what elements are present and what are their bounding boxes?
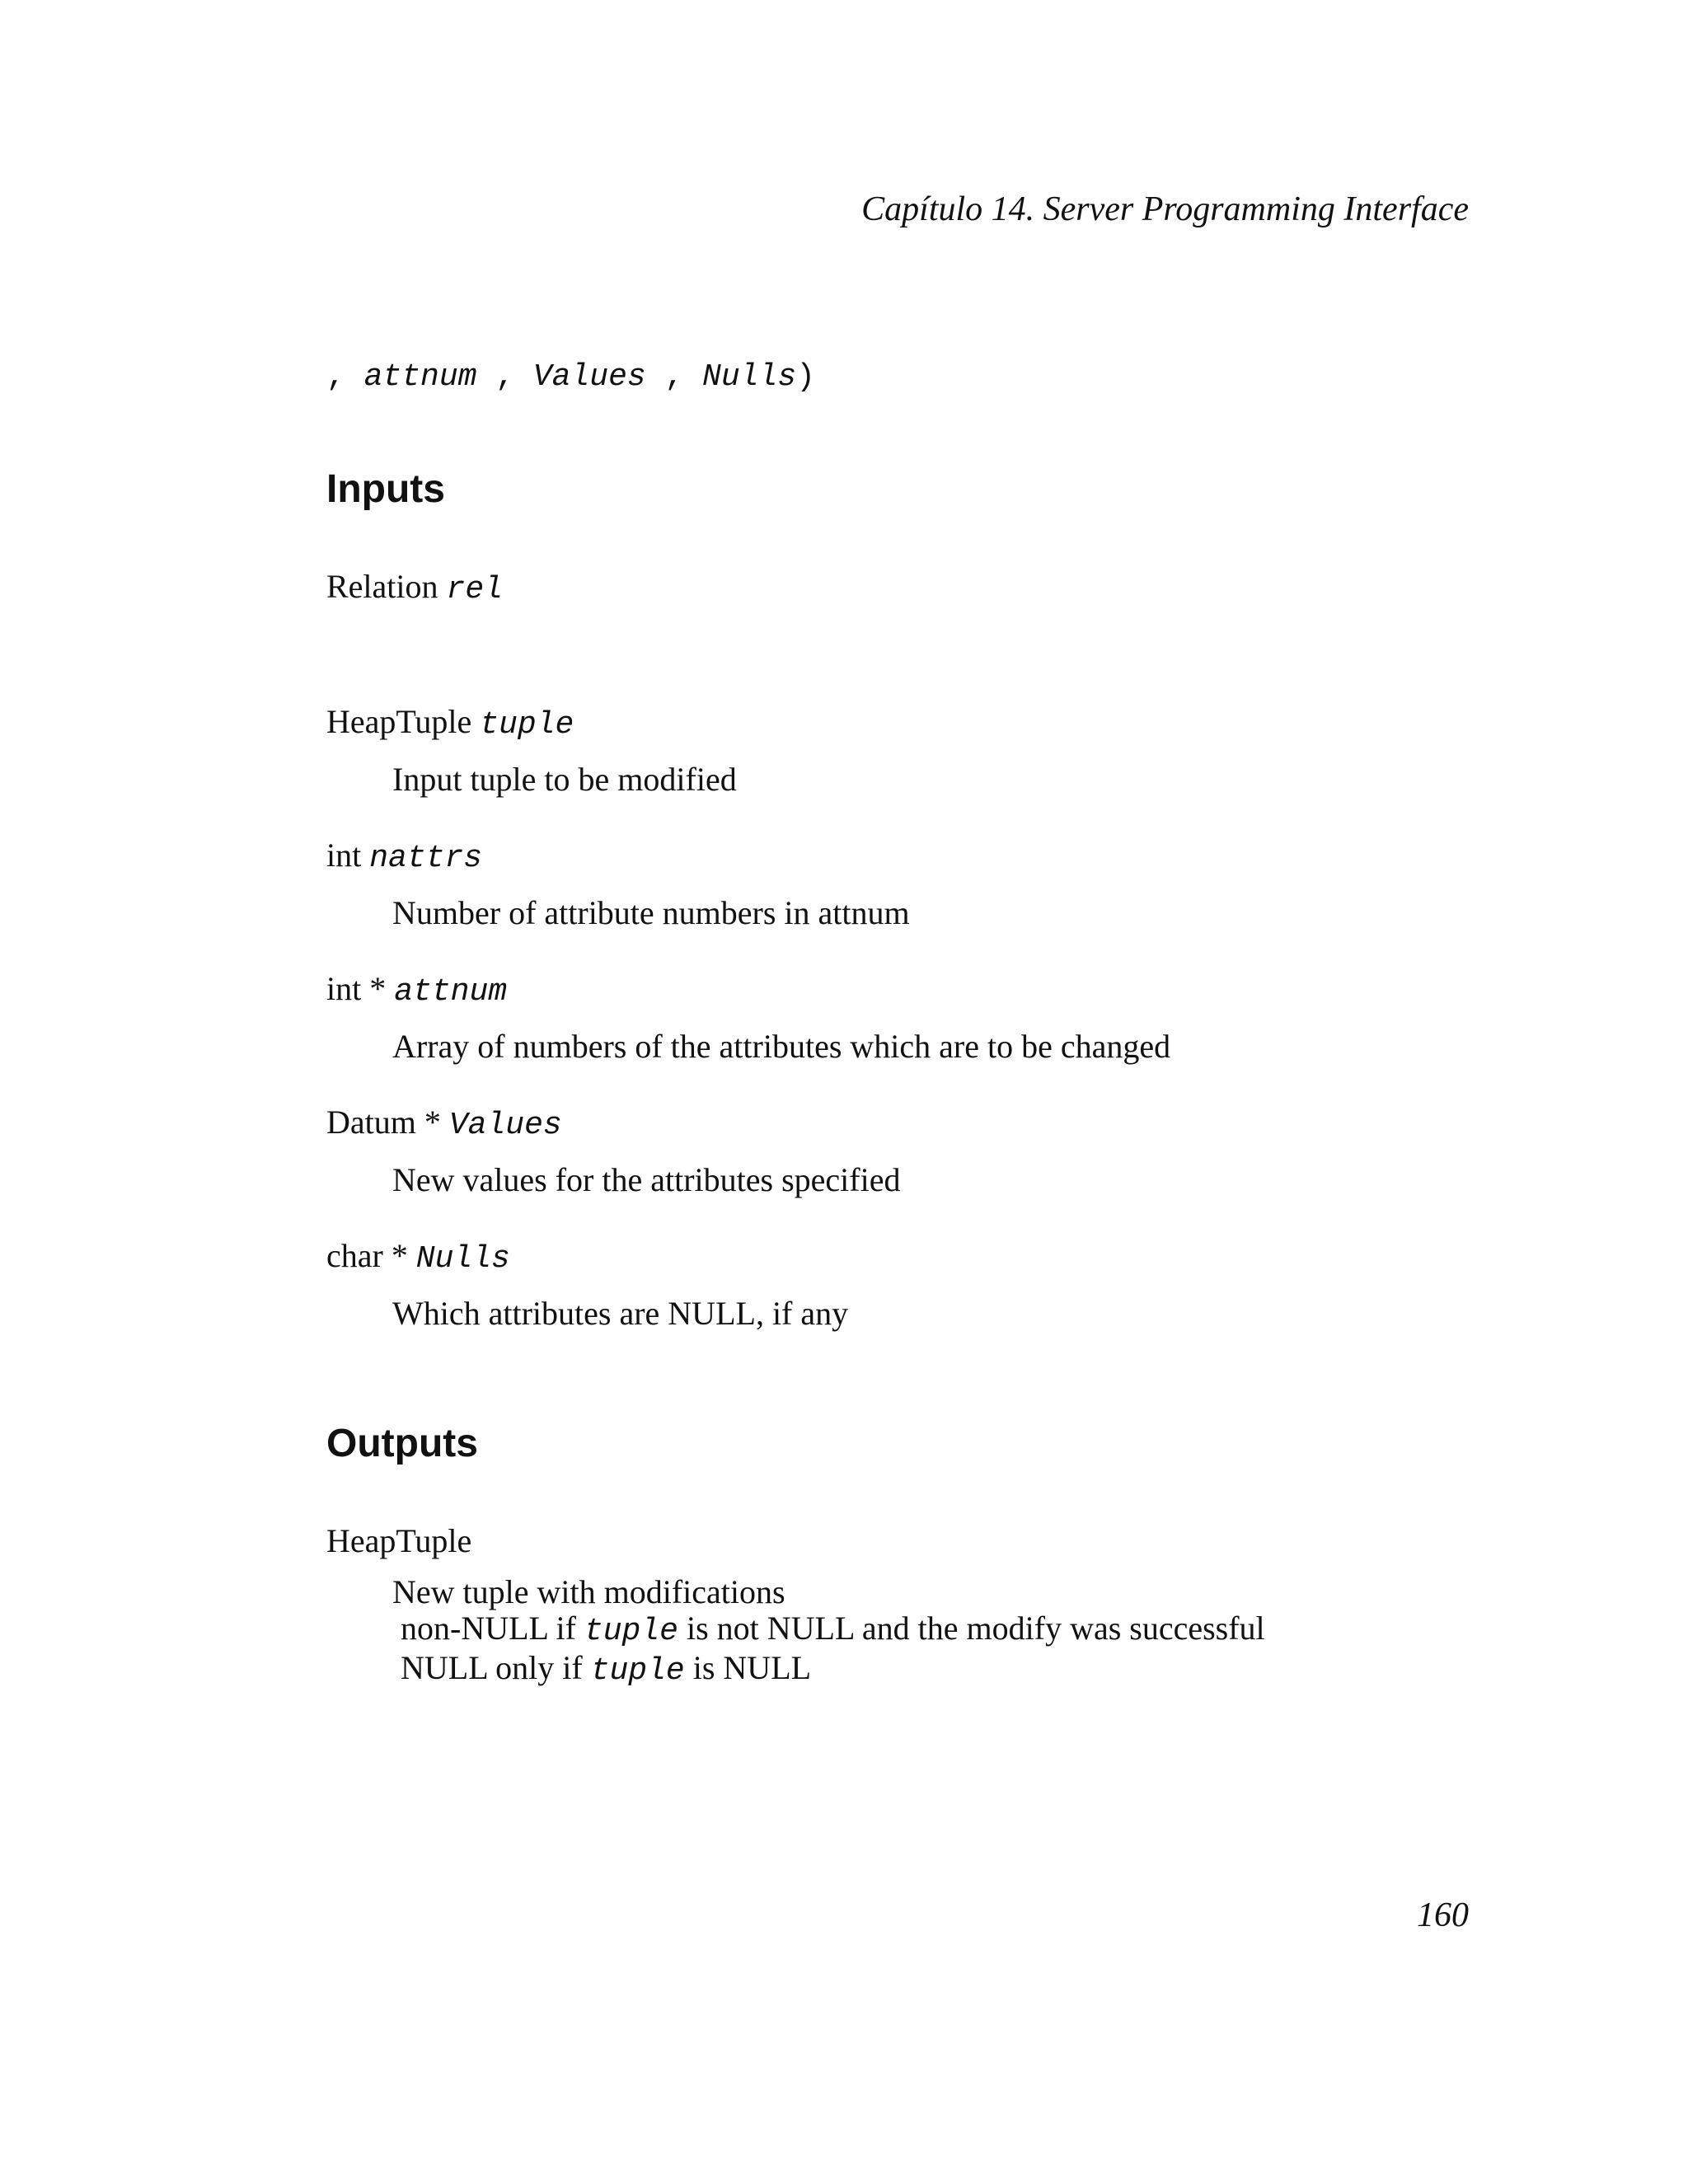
input-desc-attnum: Array of numbers of the attributes which are to be changed	[392, 1028, 1171, 1065]
signature-arg-attnum: attnum	[363, 359, 477, 395]
function-signature-continuation: , attnum , Values , Nulls)	[326, 359, 815, 395]
input-term-nulls: char * Nulls	[326, 1237, 510, 1277]
outputs-heading: Outputs	[326, 1422, 478, 1465]
page-number: 160	[1417, 1896, 1469, 1934]
input-desc-nulls: Which attributes are NULL, if any	[392, 1295, 849, 1332]
input-term-tuple: HeapTuple tuple	[326, 703, 574, 743]
output-term-heaptuple: HeapTuple	[326, 1522, 472, 1559]
input-desc-values: New values for the attributes specified	[392, 1161, 901, 1198]
input-desc-tuple: Input tuple to be modified	[392, 761, 737, 798]
input-term-rel: Relation rel	[326, 568, 503, 607]
running-header: Capítulo 14. Server Programming Interface	[861, 190, 1469, 228]
output-description	[392, 1574, 1265, 1690]
input-desc-nattrs: Number of attribute numbers in attnum	[392, 894, 910, 931]
input-term-attnum: int * attnum	[326, 970, 508, 1010]
output-desc-line3: NULL only if tuple is NULL	[401, 1649, 812, 1689]
inputs-heading: Inputs	[326, 467, 445, 511]
input-term-nattrs: int nattrs	[326, 837, 483, 876]
signature-arg-nulls: Nulls	[702, 359, 797, 395]
output-desc-line2: non-NULL if tuple is not NULL and the modify was successful	[401, 1610, 1265, 1649]
output-desc-line1: New tuple with modifications	[392, 1573, 785, 1610]
signature-arg-values: Values	[532, 359, 646, 395]
input-term-values: Datum * Values	[326, 1104, 562, 1143]
